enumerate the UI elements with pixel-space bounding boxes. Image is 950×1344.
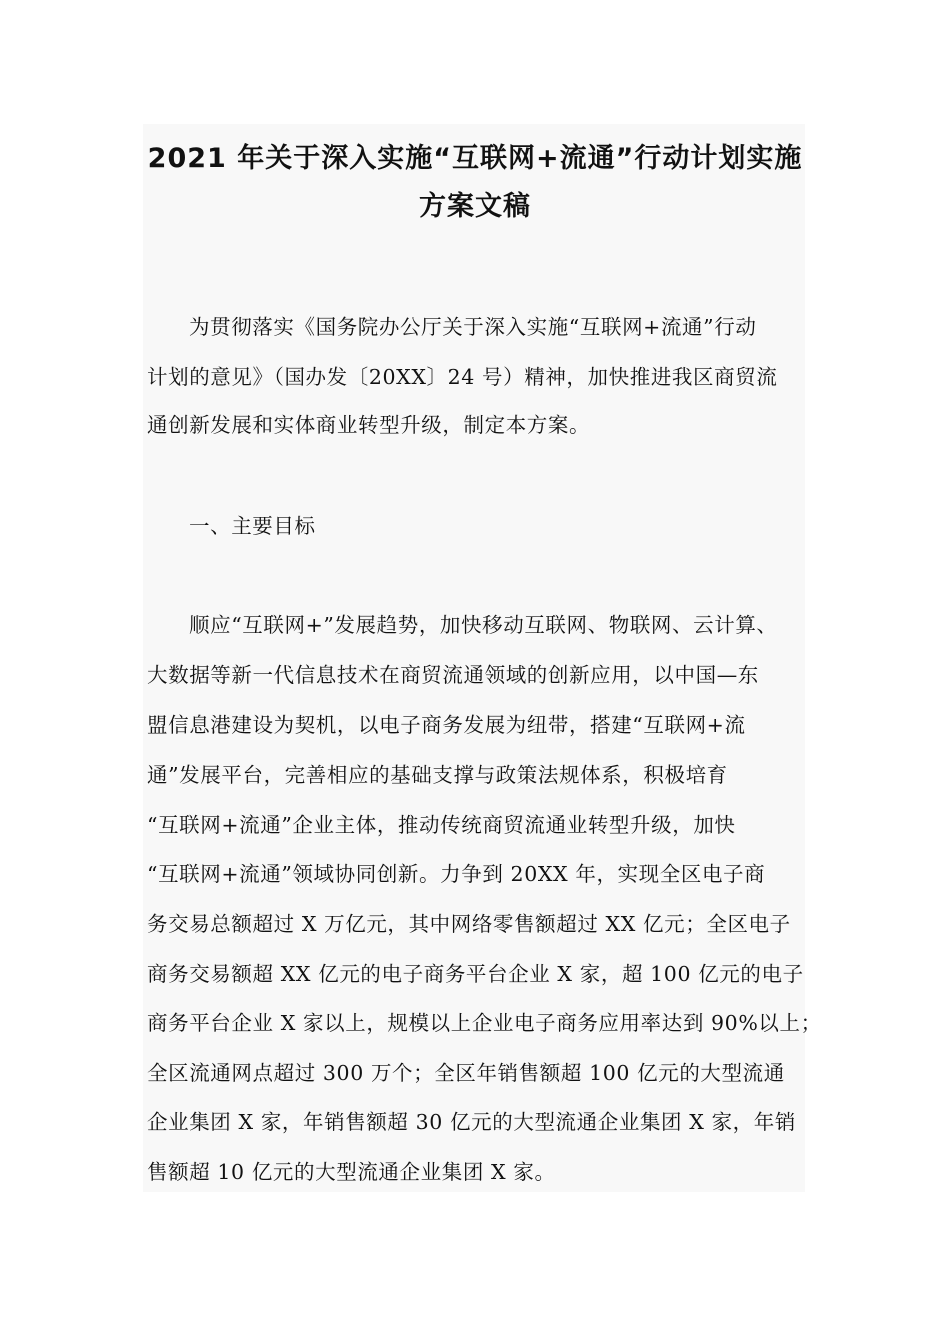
body-line-11: 企业集团 X 家，年销售额超 30 亿元的大型流通企业集团 X 家，年销: [147, 1110, 796, 1134]
body-line-4: 通”发展平台，完善相应的基础支撑与政策法规体系，积极培育: [147, 763, 728, 787]
body-line-7: 务交易总额超过 X 万亿元，其中网络零售额超过 XX 亿元；全区电子: [147, 912, 791, 936]
document-title-line-1: 2021 年关于深入实施“互联网+流通”行动计划实施: [147, 143, 803, 174]
intro-line-2: 计划的意见》（国办发〔20XX〕24 号）精神，加快推进我区商贸流: [147, 365, 778, 389]
intro-line-1: 为贯彻落实《国务院办公厅关于深入实施“互联网+流通”行动: [189, 315, 757, 339]
body-line-3: 盟信息港建设为契机，以电子商务发展为纽带，搭建“互联网+流: [147, 713, 746, 737]
body-line-1: 顺应“互联网+”发展趋势，加快移动互联网、物联网、云计算、: [189, 613, 778, 637]
body-line-10: 全区流通网点超过 300 万个；全区年销售额超 100 亿元的大型流通: [147, 1061, 785, 1085]
body-line-6: “互联网+流通”领域协同创新。力争到 20XX 年，实现全区电子商: [147, 862, 766, 886]
section-heading: 一、主要目标: [189, 514, 316, 538]
body-line-12: 售额超 10 亿元的大型流通企业集团 X 家。: [147, 1160, 556, 1184]
body-line-9: 商务平台企业 X 家以上，规模以上企业电子商务应用率达到 90%以上；: [147, 1011, 822, 1035]
body-line-5: “互联网+流通”企业主体，推动传统商贸流通业转型升级，加快: [147, 813, 736, 837]
document-title-line-2: 方案文稿: [419, 191, 531, 222]
body-line-8: 商务交易额超 XX 亿元的电子商务平台企业 X 家，超 100 亿元的电子: [147, 962, 804, 986]
body-line-2: 大数据等新一代信息技术在商贸流通领域的创新应用，以中国—东: [147, 663, 759, 687]
intro-line-3: 通创新发展和实体商业转型升级，制定本方案。: [147, 413, 591, 437]
